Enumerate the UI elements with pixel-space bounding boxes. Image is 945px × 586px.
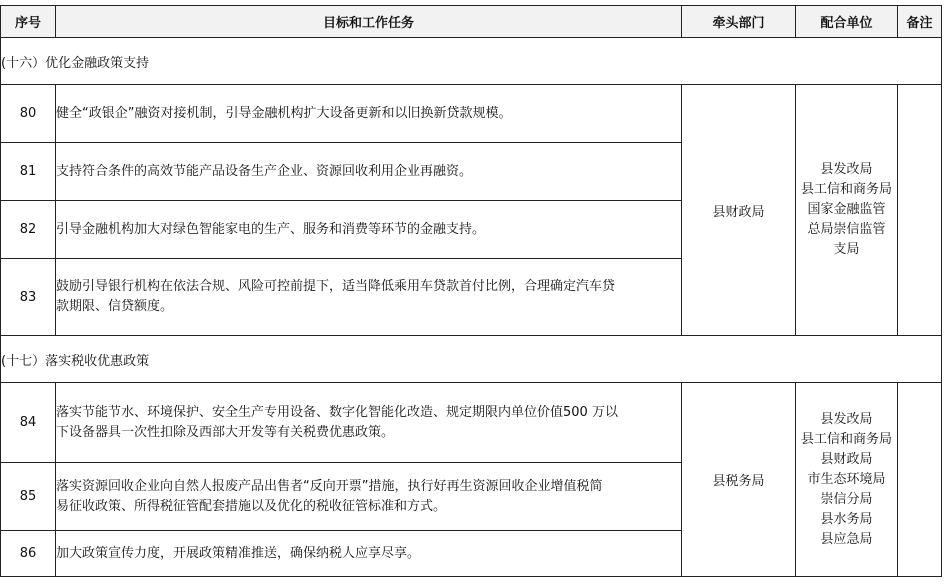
section-title: (十六）优化金融政策支持	[1, 38, 942, 85]
task-line: 鼓励引导银行机构在依法合规、风险可控前提下，适当降低乘用车贷款首付比例，合理确定汽车贷	[56, 279, 616, 294]
cooperating-unit: 县工信和商务局	[800, 182, 892, 197]
row-number: 85	[1, 463, 56, 531]
table-row	[1, 383, 942, 463]
cooperating-unit: 县水务局	[820, 511, 873, 527]
row-number: 86	[1, 531, 56, 577]
cooperating-unit: 崇信分局	[820, 491, 873, 507]
cooperating-unit: 县财政局	[820, 451, 873, 467]
task-text	[56, 259, 682, 336]
cooperating-units	[796, 383, 898, 577]
cooperating-unit: 县应急局	[820, 531, 873, 547]
task-text	[56, 201, 682, 259]
row-number: 81	[1, 143, 56, 201]
task-text	[56, 531, 682, 577]
cooperating-unit: 市生态环境局	[807, 471, 886, 487]
task-line: 落实资源回收企业向自然人报废产品出售者“反向开票”措施，执行好再生资源回收企业增值税简	[56, 478, 603, 494]
row-number: 84	[1, 383, 56, 463]
section-row	[1, 38, 942, 85]
policy-task-table	[0, 5, 942, 577]
cooperating-units	[796, 85, 898, 336]
header-lead: 牵头部门	[682, 6, 796, 38]
row-number: 82	[1, 201, 56, 259]
task-text	[56, 143, 682, 201]
row-number: 83	[1, 259, 56, 336]
cooperating-unit: 总局崇信监管	[807, 222, 886, 237]
header-row	[1, 6, 942, 38]
cooperating-unit: 县工信和商务局	[800, 431, 892, 447]
task-line: 支持符合条件的高效节能产品设备生产企业、资源回收利用企业再融资。	[56, 163, 473, 179]
cooperating-unit: 支局	[833, 242, 860, 257]
header-cooperate: 配合单位	[796, 6, 898, 38]
row-number: 80	[1, 85, 56, 143]
task-line: 落实节能节水、环境保护、安全生产专用设备、数字化智能化改造、规定期限内单位价值500 万以	[56, 404, 618, 420]
task-text	[56, 383, 682, 463]
task-line: 下设备器具一次性扣除及西部大开发等有关税费优惠政策。	[56, 424, 395, 440]
task-line: 款期限、信贷额度。	[56, 299, 174, 314]
section-title: (十七）落实税收优惠政策	[1, 336, 942, 383]
table-row	[1, 85, 942, 143]
section-row	[1, 336, 942, 383]
cooperating-unit: 县发改局	[820, 411, 873, 427]
task-line: 易征收政策、所得税征管配套措施以及优化的税收征管标准和方式。	[56, 498, 447, 514]
task-text	[56, 85, 682, 143]
header-task: 目标和工作任务	[56, 6, 682, 38]
header-remark: 备注	[898, 6, 942, 38]
task-text	[56, 463, 682, 531]
cooperating-unit: 国家金融监管	[807, 202, 886, 217]
cooperating-unit: 县发改局	[820, 162, 873, 177]
remark-cell	[898, 383, 942, 577]
task-line: 健全“政银企”融资对接机制，引导金融机构扩大设备更新和以旧换新贷款规模。	[56, 105, 512, 121]
task-line: 引导金融机构加大对绿色智能家电的生产、服务和消费等环节的金融支持。	[56, 221, 486, 237]
remark-cell	[898, 85, 942, 336]
task-line: 加大政策宣传力度，开展政策精准推送，确保纳税人应享尽享。	[56, 545, 421, 561]
lead-department: 县财政局	[682, 85, 796, 336]
lead-department: 县税务局	[682, 383, 796, 577]
header-seq: 序号	[1, 6, 56, 38]
